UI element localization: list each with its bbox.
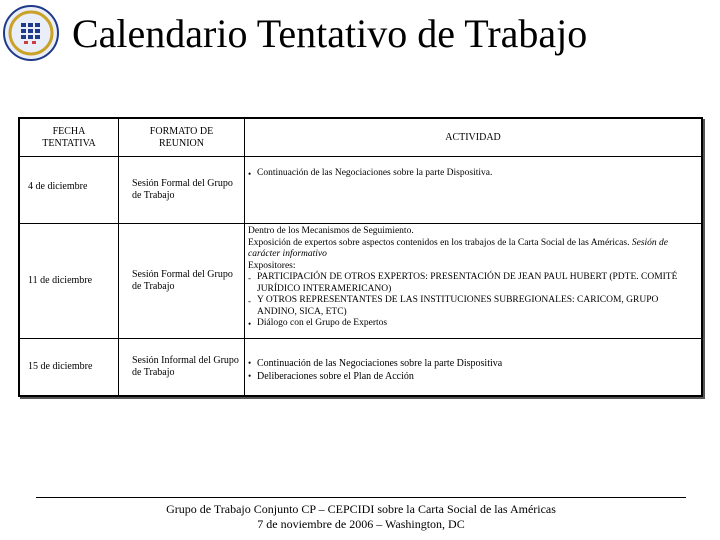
footer — [36, 502, 686, 532]
expositores-label: Expositores: — [248, 260, 296, 271]
list-item: - PARTICIPACIÓN DE OTROS EXPERTOS: PRESENTACIÓN DE JEAN PAUL HUBERT (PDTE. COMITÉ JURÍDICO INTERAMERICANO) — [248, 272, 678, 294]
row2-formato: Sesión Formal del Grupo de Trabajo — [132, 269, 233, 292]
bullet-icon: • — [248, 319, 252, 329]
page-title: Calendario Tentativo de Trabajo — [72, 11, 588, 56]
row3-actividad — [248, 357, 700, 383]
list-item: • Deliberaciones sobre el Plan de Acción — [248, 371, 414, 382]
column-divider — [244, 119, 245, 395]
header-actividad: ACTIVIDAD — [445, 131, 501, 143]
row2-actividad — [248, 226, 700, 330]
column-divider — [118, 119, 119, 395]
footer-divider — [36, 497, 686, 498]
list-item: - Y OTROS REPRESENTANTES DE LAS INSTITUCIONES SUBREGIONALES: CARICOM, GRUPO ANDINO, SICA, ETC) — [248, 295, 659, 317]
row-divider — [20, 338, 701, 339]
exposicion-line: Exposición de expertos sobre aspectos contenidos en los trabajos de la Carta Social de las Américas. Sesión de carácter informativo — [248, 237, 669, 259]
row2-fecha: 11 de diciembre — [28, 275, 93, 286]
footer-line2: 7 de noviembre de 2006 – Washington, DC — [257, 517, 465, 531]
bullet-icon: • — [248, 358, 252, 368]
italic-note: Sesión de carácter informativo — [248, 237, 669, 259]
schedule-table — [18, 117, 703, 397]
mechanisms-line: Dentro de los Mecanismos de Seguimiento. — [248, 226, 414, 236]
bullet-icon: • — [248, 371, 252, 381]
row1-fecha: 4 de diciembre — [28, 180, 88, 192]
row3-formato: Sesión Informal del Grupo de Trabajo — [132, 355, 239, 378]
header-formato: FORMATO DE REUNION — [149, 125, 214, 149]
row1-actividad — [248, 168, 698, 180]
row1-formato: Sesión Formal del Grupo de Trabajo — [132, 178, 233, 201]
footer-line1: Grupo de Trabajo Conjunto CP – CEPCIDI sobre la Carta Social de las Américas — [166, 502, 556, 516]
row3-fecha: 15 de diciembre — [28, 361, 93, 372]
header-fecha: FECHA TENTATIVA — [42, 125, 96, 149]
list-item: • Continuación de las Negociaciones sobre la parte Dispositiva. — [248, 168, 493, 179]
oas-emblem-icon — [2, 4, 60, 62]
list-item: • Continuación de las Negociaciones sobre la parte Dispositiva — [248, 358, 503, 369]
row-divider — [20, 156, 701, 157]
row-divider — [20, 223, 701, 224]
list-item: • Diálogo con el Grupo de Expertos — [248, 318, 388, 329]
bullet-icon: • — [248, 169, 252, 179]
